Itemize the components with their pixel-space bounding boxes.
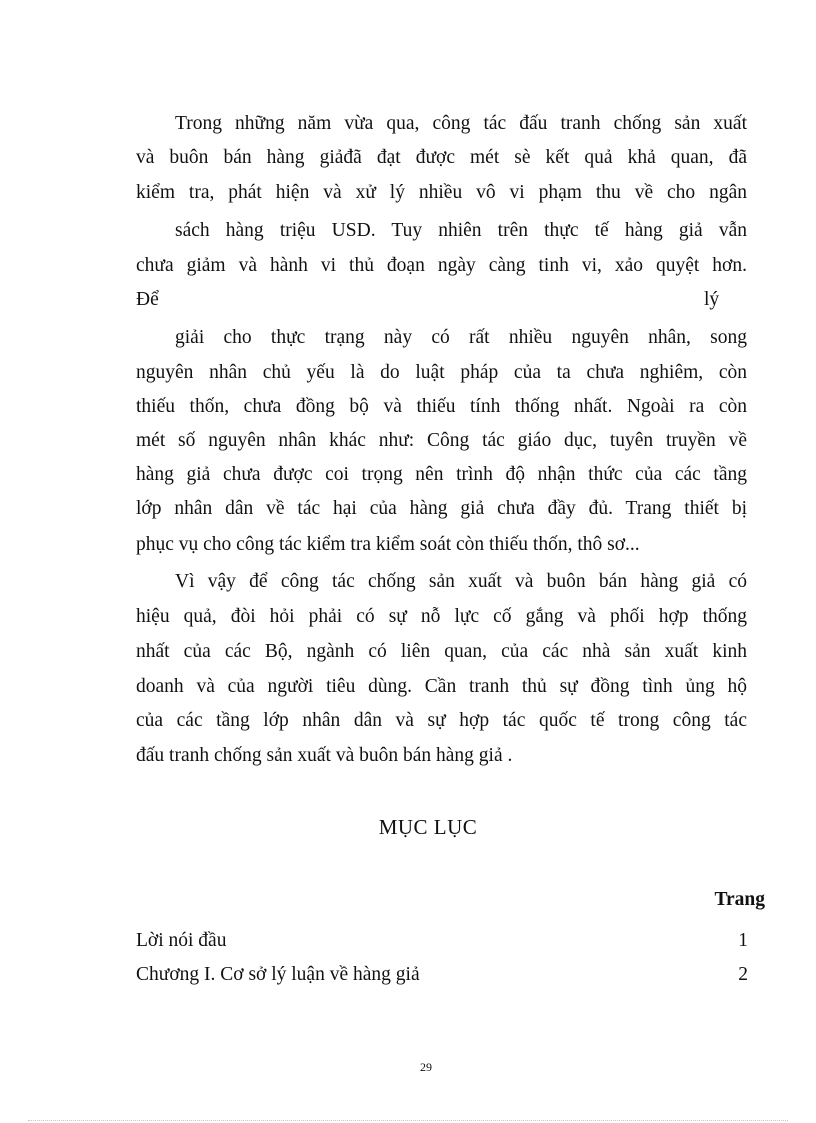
paragraph-line: phục vụ cho công tác kiểm tra kiểm soát còn thiếu thốn, thô sơ...: [136, 534, 640, 555]
paragraph-line: kiểm tra, phát hiện và xử lý nhiều vô vi phạm thu về cho ngân: [136, 182, 747, 203]
paragraph-line: hiệu quả, đòi hỏi phải có sự nỗ lực cố gắng và phối hợp thống: [136, 606, 747, 627]
paragraph-line: lớp nhân dân về tác hại của hàng giả chưa đầy đủ. Trang thiết bị: [136, 498, 747, 519]
paragraph-line: nhất của các Bộ, ngành có liên quan, của các nhà sản xuất kinh: [136, 641, 747, 662]
toc-entry-page: 2: [738, 964, 748, 985]
paragraph-line: mét số nguyên nhân khác như: Công tác giáo dục, tuyên truyền về: [136, 430, 747, 451]
paragraph-line: sách hàng triệu USD. Tuy nhiên trên thực tế hàng giả vẫn: [175, 220, 747, 241]
paragraph-line: doanh và của người tiêu dùng. Cần tranh thủ sự đồng tình ủng hộ: [136, 676, 747, 697]
toc-entry-page: 1: [738, 930, 748, 951]
toc-title: MỤC LỤC: [378, 815, 478, 839]
paragraph-line: đấu tranh chống sản xuất và buôn bán hàng giả .: [136, 745, 513, 766]
paragraph-line: Để: [136, 289, 159, 310]
paragraph-line: và buôn bán hàng giảđã đạt được mét sè kết quả khả quan, đã: [136, 147, 747, 168]
toc-entry-label: Lời nói đầu: [136, 930, 227, 951]
page-bottom-divider: [28, 1120, 788, 1121]
page-number: 29: [420, 1060, 432, 1074]
paragraph-line: thiếu thốn, chưa đồng bộ và thiếu tính thống nhất. Ngoài ra còn: [136, 396, 747, 417]
toc-page-header: Trang: [714, 889, 765, 910]
paragraph-line: lý: [704, 289, 720, 310]
paragraph-line: nguyên nhân chủ yếu là do luật pháp của ta chưa nghiêm, còn: [136, 362, 747, 383]
paragraph-line: của các tầng lớp nhân dân và sự hợp tác quốc tế trong công tác: [136, 710, 747, 731]
paragraph-line: chưa giảm và hành vi thủ đoạn ngày càng tinh vi, xảo quyệt hơn.: [136, 255, 747, 276]
paragraph-line: Trong những năm vừa qua, công tác đấu tranh chống sản xuất: [175, 113, 747, 134]
paragraph-line: Vì vậy để công tác chống sản xuất và buôn bán hàng giả có: [175, 571, 747, 592]
toc-entry-label: Chương I. Cơ sở lý luận về hàng giả: [136, 964, 420, 985]
paragraph-line: hàng giả chưa được coi trọng nên trình độ nhận thức của các tầng: [136, 464, 747, 485]
paragraph-line: giải cho thực trạng này có rất nhiều nguyên nhân, song: [175, 327, 747, 348]
